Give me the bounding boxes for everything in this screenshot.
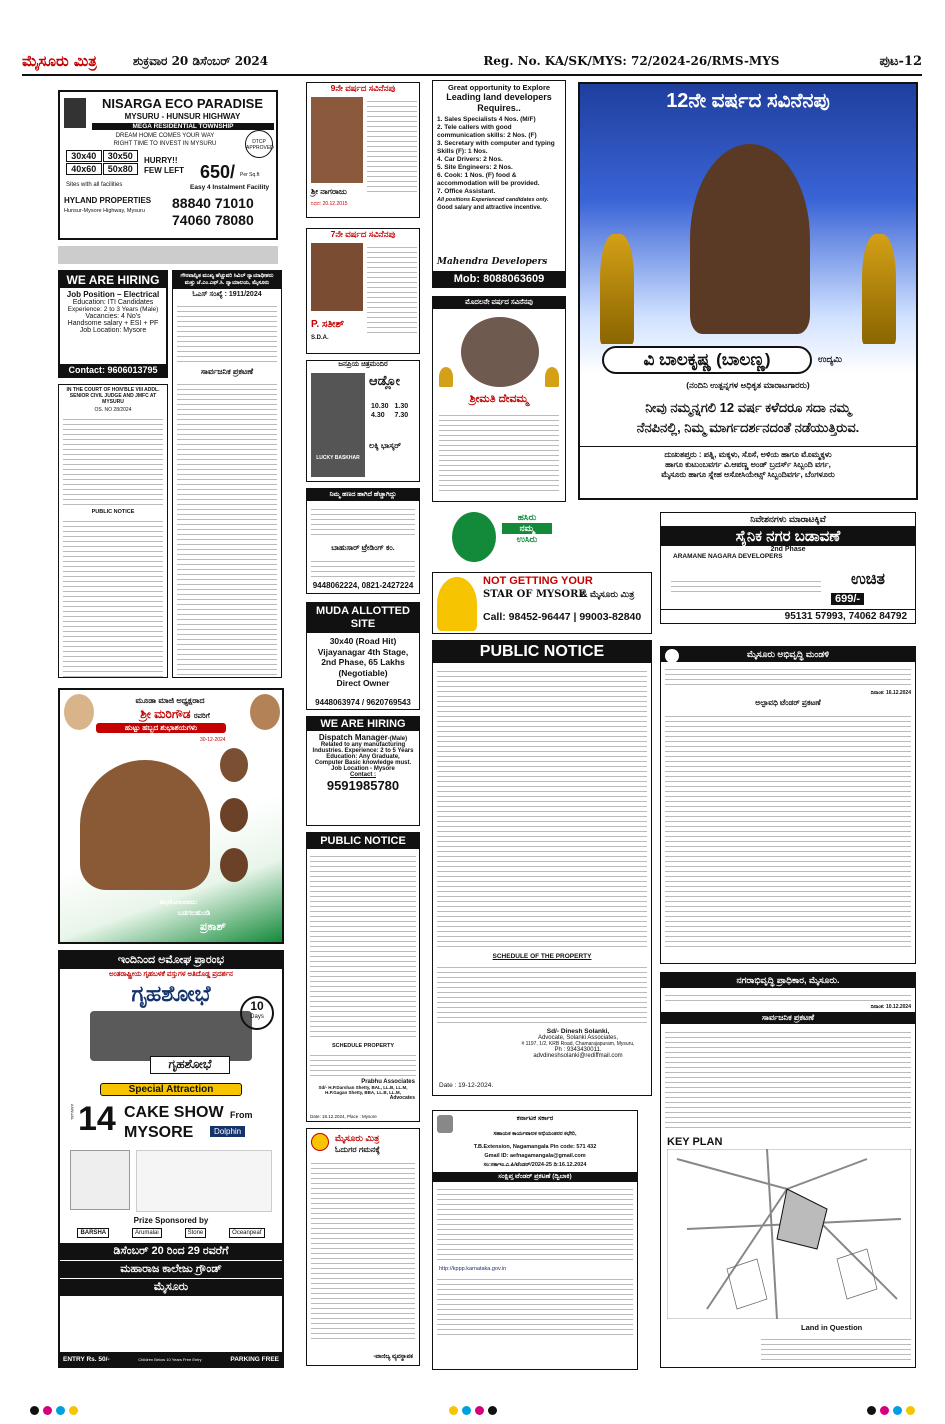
tender-notice-nagamangala: ಕರ್ನಾಟಕ ಸರ್ಕಾರ ಸಹಾಯಕ ಕಾರ್ಯಪಾಲಕ ಅಭಿಯಂತರರ ಕಛೇರಿ, T.B.Extension, Nagamangala Pin code: 571 432 Gmail ID: aefnagamangala@gmail.com ಸಂ:ಸಕಾಇಂ.ಎ.ಪಿ/ಟೆಂಡರ್/2024-25 ದಿ:16.12.2024 ಸಂಕ್ಷಿಪ್ತ ಟೆಂಡರ್ ಪ್ರಕಟಣೆ (ದ್ವಿಬಾಕಿ) http://kppp.karnataka.gov.in: [432, 1110, 638, 1370]
balakrishna-portrait: [690, 144, 810, 334]
marigowda-birthday-ad: ಮೂಡಾ ಮಾಜಿ ಅಧ್ಯಕ್ಷರಾದ ಶ್ರೀ ಮರಿಗೌಡ ರವರಿಗೆ ಹುಟ್ಟು ಹಬ್ಬದ ಶುಭಾಶಯಗಳು 30-12-2024 ಶುಭಕೋರುವವರು: ಬಡಗಲಹುಂಡಿ ಪ್ರಕಾಶ್: [58, 688, 284, 944]
marigowda-portrait: [80, 760, 210, 890]
lamp-icon: [439, 367, 453, 387]
anniversary-devamma: ಮೊದಲನೇ ವರ್ಷದ ಸವಿನೆನಪು ಶ್ರೀಮತಿ ದೇವಮ್ಮ: [432, 296, 566, 502]
expo-image: [90, 1011, 252, 1061]
page-number: ಪುಟ-12: [879, 53, 922, 69]
muda-site-ad: MUDA ALLOTTED SITE 30x40 (Road Hit) Vijayanagar 4th Stage, 2nd Phase, 65 Lakhs (Negotiable) Direct Owner 9448063974 / 9620769543: [306, 602, 420, 710]
masthead: ಮೈಸೂರು ಮಿತ್ರ: [22, 52, 97, 70]
trading-ad: ನಿಮ್ಮ ಹಣದ ಹಾಗಿದೆ ಹೆಚ್ಚಾಗಿದ್ದು ಬಾಹುಸಾರ್ ಟ್ರೇಡಿಂಗ್ ಕಂ. 9448062224, 0821-2427224: [306, 488, 420, 594]
gruhashobhe-logo: ಗೃಹಶೋಭೆ: [150, 1056, 230, 1074]
public-notice-large: PUBLIC NOTICE SCHEDULE OF THE PROPERTY Sd/- Dinesh Solanki, Advocate, Solanki Associates, # 1197, 1/2, KRB Road, Chamarajapuram, Mysuru, Ph : 9343430011. advdineshsolanki@rediffmail.com Date : 19-12-2024.: [432, 640, 652, 1096]
mascot-icon: [437, 577, 477, 631]
reg-dot-icon: [880, 1406, 889, 1415]
reg-dot-icon: [462, 1406, 471, 1415]
reg-dot-icon: [30, 1406, 39, 1415]
key-plan-map: [667, 1149, 911, 1319]
chief-guest: [136, 1150, 272, 1212]
uda-public-notice: ನಗರಾಭಿವೃದ್ಧಿ ಪ್ರಾಧಿಕಾರ, ಮೈಸೂರು. ದಿನಾಂಕ: 10.12.2024 ಸಾರ್ವಜನಿಕ ಪ್ರಕಟಣೆ KEY PLAN Land in Question: [660, 972, 916, 1368]
court-notice-english: IN THE COURT OF HON'BLE VIII ADDL. SENIOR CIVIL JUDGE AND JMFC AT MYSURU OS. NO 28/2024 PUBLIC NOTICE: [58, 384, 168, 678]
print-registration-bar: [0, 1402, 945, 1416]
court-notice-kannada: ಗೌರವಾನ್ವಿತ ಮುಖ್ಯ ಹೆಚ್ಚುವರಿ ಸಿವಿಲ್ ನ್ಯಾಯಾಧೀಶರು ಮತ್ತು ಜೆ.ಎಂ.ಎಫ್.ಸಿ. ನ್ಯಾಯಾಲಯ, ಮೈಸೂರು ಓಎಸ್ ಸಂಖ್ಯೆ : 1911/2024 ಸಾರ್ವಜನಿಕ ಪ್ರಕಟಣೆ: [172, 270, 282, 678]
balakrishna-anniversary: 12ನೇ ವರ್ಷದ ಸವಿನೆನಪು ವಿ ಬಾಲಕೃಷ್ಣ (ಬಾಲಣ್ಣ) ಉದ್ಯಮಿ (ನಂದಿನಿ ಉತ್ಪನ್ನಗಳ ಅಧಿಕೃತ ಮಾರಾಟಗಾರರು) ನೀವು ನಮ್ಮನ್ನಗಲಿ 12 ವರ್ಷ ಕಳೆದರೂ ಸದಾ ನಮ್ಮ ನೆನಪಿನಲ್ಲಿ, ನಿಮ್ಮ ಮಾರ್ಗದರ್ಶನದಂತೆ ನಡೆಯುತ್ತಿರುವ. ದುಃಖತಪ್ತರು : ಪತ್ನಿ, ಮಕ್ಕಳು, ಸೊಸೆ, ಅಳಿಯ ಹಾಗೂ ಮೊಮ್ಮಕ್ಕಳು ಹಾಗೂ ಕುಟುಂಬವರ್ಗ ವಿ.ಆಪಣ್ಣ ಅಂಡ್ ಬ್ರದರ್ಸ್ ಸಿಬ್ಬಂದಿ ವರ್ಗ, ಮೈಸೂರು ಹಾಗೂ ಸ್ನೇಹ ಅಸೋಸಿಯೇಟ್ಸ್ ಸಿಬ್ಬಂದಿವರ್ಗ, ಬೆಂಗಳೂರು: [578, 82, 918, 500]
issue-date: ಶುಕ್ರವಾರ 20 ಡಿಸೆಂಬರ್ 2024: [132, 53, 269, 68]
star-of-mysore-ad: NOT GETTING YOUR STAR OF MYSORE & ಮೈಸೂರು ಮಿತ್ರ Call: 98452-96447 | 99003-82840: [432, 572, 652, 634]
portrait-right: [250, 694, 280, 730]
portrait-photo: [461, 317, 539, 387]
reg-dot-icon: [449, 1406, 458, 1415]
portrait-left: [64, 694, 94, 730]
reg-dot-icon: [56, 1406, 65, 1415]
lamp-icon: [545, 367, 559, 387]
registration-number: Reg. No. KA/SK/MYS: 72/2024-26/RMS-MYS: [483, 54, 780, 68]
govt-emblem-icon: [437, 1115, 453, 1133]
reg-dot-icon: [906, 1406, 915, 1415]
dtcp-badge: DTCP APPROVED: [245, 130, 273, 158]
reg-dot-icon: [867, 1406, 876, 1415]
lamp-icon: [862, 234, 896, 344]
gruhashobhe-expo-ad: ಇಂದಿನಿಂದ ಅಮೋಘ ಪ್ರಾರಂಭ ಅಂತರಾಷ್ಟ್ರೀಯ ಗೃಹಬಳಕೆ ವಸ್ತುಗಳ ಅತಿದೊಡ್ಡ ಪ್ರದರ್ಶನ ಗೃಹಶೋಭೆ 10 Days ಗೃಹಶೋಭೆ Special Attraction 14 ANNUAL CAKE SHOW From MYSORE Dolphin Prize Sponsored by BARSHA Arumalai Stone Oceanpeaf ಡಿಸೆಂಬರ್ 20 ರಿಂದ 29 ರವರೆಗೆ ಮಹಾರಾಜ ಕಾಲೇಜು ಗ್ರೌಂಡ್ ಮೈಸೂರು ENTRY Rs. 50/- Children Below 10 Years Free Entry PARKING FREE: [58, 950, 284, 1368]
sponsor-logos: BARSHA Arumalai Stone Oceanpeaf: [60, 1225, 282, 1241]
tree-icon: [452, 512, 496, 562]
reg-dot-icon: [488, 1406, 497, 1415]
mitra-readers-notice: ಮೈಸೂರು ಮಿತ್ರ ಓದುಗರ ಗಮನಕ್ಕೆ -ವಾಣಿಜ್ಯ ವ್ಯವಸ್ಥಾಪಕ: [306, 1128, 420, 1366]
muda-emblem-icon: [665, 649, 679, 663]
nisarga-ad: NISARGA ECO PARADISE MYSURU - HUNSUR HIGHWAY MEGA RESIDENTIAL TOWNSHIP DREAM HOME COMES YOUR WAY RIGHT TIME TO INVEST IN MYSURU DTCP APPROVED 30x40 30x50 40x60 50x80 Sites with all facilities HURRY!! FEW LEFT 650/ Per Sq.ft Easy 4 Instalment Facility HYLAND PROPERTIES Hunsur-Mysore Highway, Mysuru 88840 71010 74060 78080: [58, 90, 278, 240]
portrait-photo: [311, 97, 363, 183]
cake-show: 14 ANNUAL CAKE SHOW From MYSORE Dolphin: [70, 1100, 253, 1141]
reg-dot-icon: [475, 1406, 484, 1415]
site-sizes: 30x40 30x50 40x60 50x80: [66, 150, 138, 175]
public-notice-small: PUBLIC NOTICE SCHEDULE PROPERTY Prabhu Associates Sd/- H.P.Darshan Shetty, BAL, LL.B, LL.M, H.P.Gagan Shetty, BBA, LL.B, LL.M, Advocates Date: 18.12.2024, Place : Mysore: [306, 832, 420, 1122]
reg-dot-icon: [69, 1406, 78, 1415]
hiring-dispatch-ad: WE ARE HIRING Dispatch Manager-(Male) Related to any manufacturing Industries. Experience: 2 to 5 Years Education: Any Graduate, Computer Basic knowledge must. Job Location - Mysore Contact : 9591985780: [306, 716, 420, 826]
sainika-nagara-ad: ನಿವೇಶನಗಳು ಮಾರಾಟಕ್ಕಿವೆ ಸೈನಿಕ ನಗರ ಬಡಾವಣೆ 2nd Phase ARAMANE NAGARA DEVELOPERS ಉಚಿತ 699/- 95131 57993, 74062 84792: [660, 512, 916, 624]
reg-dot-icon: [893, 1406, 902, 1415]
portrait-photo: [311, 243, 363, 311]
anniversary-nagaraju: 9ನೇ ವರ್ಷದ ಸವಿನೆನಪು ಶ್ರೀ ನಾಗರಾಜು ನಿಧನ: 20.12.2015: [306, 82, 420, 218]
muda-tender-notice: ಮೈಸೂರು ಅಭಿವೃದ್ಧಿ ಮಂಡಳಿ ದಿನಾಂಕ: 16.12.2024 ಅಲ್ಪಾವಧಿ ಟೆಂಡರ್ ಪ್ರಕಟಣೆ: [660, 646, 916, 964]
hasiru-ad: ಹಸಿರು ನಮ್ಮ ಉಸಿರು: [432, 508, 566, 568]
show-times: 10.30 1.30 4.30 7.30: [371, 403, 409, 419]
cake-image: [70, 1150, 130, 1210]
mitra-emblem-icon: [311, 1133, 329, 1151]
blank-strip: [58, 246, 278, 264]
job-list: 1. Sales Specialists 4 Nos. (M/F) 2. Tele callers with good communication skills: 2 Nos. (F) 3. Secretary with computer and typing Skills (F): 1 Nos. 4. Car Drivers: 2 Nos. 5. Site Engineers: 2 Nos. 6. Cook: 1 Nos. (F) food & accommodation will be provided. 7. Office Assistant. All positions Experienced candidates only. Good salary and attractive incentive.: [437, 116, 555, 211]
hiring-electrical-ad: WE ARE HIRING Job Position – Electrical Education: ITI Candidates Experience: 2 to 3 Years (Male) Vacancies: 4 No's Handsome salary + ESI + PF Job Location: Mysore Contact: 9606013795: [58, 270, 168, 378]
hyland-logo: [64, 98, 86, 128]
land-developers-hiring: Great opportunity to Explore Leading land developers Requires.. 1. Sales Specialists 4 Nos. (M/F) 2. Tele callers with good communication skills: 2 Nos. (F) 3. Secretary with computer and typing Skills (F): 1 Nos. 4. Car Drivers: 2 Nos. 5. Site Engineers: 2 Nos. 6. Cook: 1 Nos. (F) food & accommodation will be provided. 7. Office Assistant. All positions Experienced candidates only. Good salary and attractive incentive. Mahendra Developers Mob: 8088063609: [432, 80, 566, 288]
page-header: [22, 48, 922, 76]
film-poster: LUCKY BASKHAR: [311, 373, 365, 477]
lamp-icon: [600, 234, 634, 344]
anniversary-satish: 7ನೇ ವರ್ಷದ ಸವಿನೆನಪು P. ಸತೀಶ್ S.D.A.: [306, 228, 420, 354]
reg-dot-icon: [43, 1406, 52, 1415]
cinema-ad: ಜನಪ್ರಿಯ ಚಿತ್ರಮಂದಿರ LUCKY BASKHAR ಆಡ್ಲೋ 10.30 1.30 4.30 7.30 ಲಕ್ಕಿ ಭಾಸ್ಕರ್: [306, 360, 420, 482]
days-badge: 10 Days: [240, 996, 274, 1030]
